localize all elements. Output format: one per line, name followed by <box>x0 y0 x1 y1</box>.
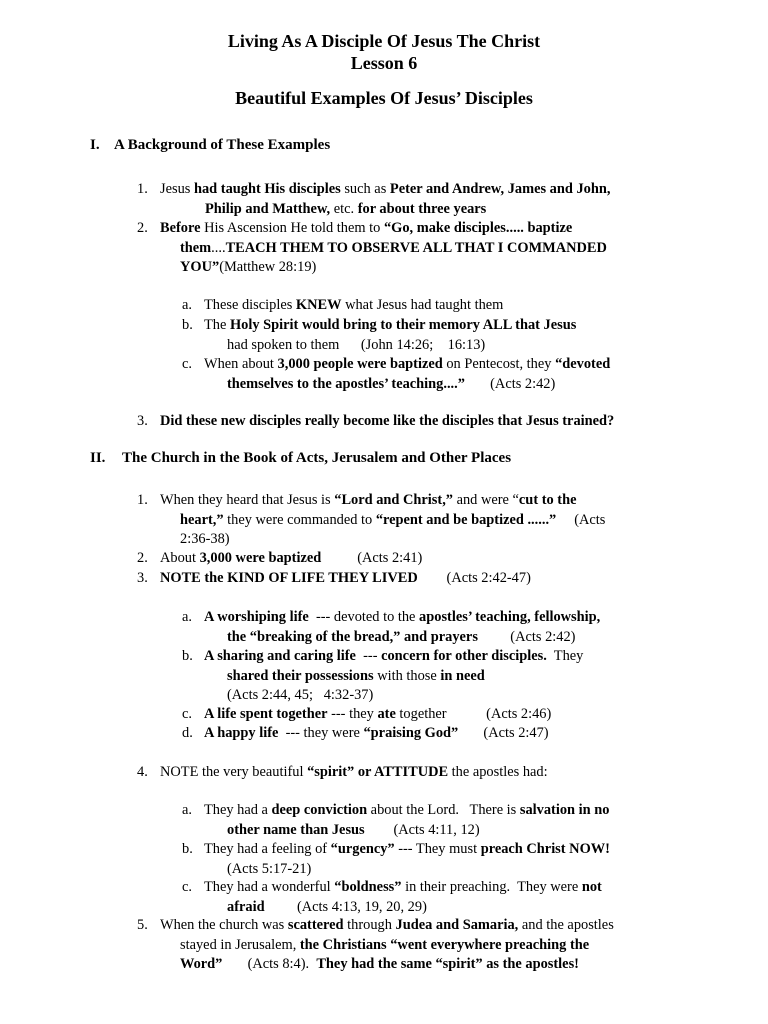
item-text-line <box>180 530 230 550</box>
bold-text: “urgency” <box>330 841 395 857</box>
item-number: 1. <box>137 492 148 508</box>
item-text-line <box>227 336 485 356</box>
text: --- they <box>327 706 378 722</box>
item-text-line <box>180 936 589 956</box>
text: His Ascension He told them to <box>200 220 384 236</box>
text: When they heard that Jesus is <box>160 492 335 508</box>
item-number: d. <box>182 725 193 741</box>
bold-text: A happy life <box>204 725 279 741</box>
item-text-line <box>227 667 485 687</box>
text: About <box>160 550 200 566</box>
bold-text: “Lord and Christ,” <box>334 492 453 508</box>
item-number: 3. <box>137 413 148 429</box>
text: --- devoted to the <box>308 609 420 625</box>
item-text-line <box>227 860 311 880</box>
document-subtitle: Beautiful Examples Of Jesus’ Disciples <box>235 88 533 108</box>
item-text-line <box>204 878 602 898</box>
item-text-line <box>160 491 576 511</box>
item-text-line <box>180 955 579 975</box>
bold-text: Before <box>160 220 201 236</box>
item-number: 5. <box>137 917 148 933</box>
section-1-heading: A Background of These Examples <box>114 137 331 153</box>
bold-text: A life spent together <box>204 706 328 722</box>
bold-text: Peter and Andrew, James and John, <box>389 181 611 197</box>
bold-text: A worshiping life <box>204 609 309 625</box>
text: together (Acts 2:46) <box>395 706 552 722</box>
item-text-line <box>227 686 373 706</box>
item-text-line <box>204 608 600 628</box>
item-number: a. <box>182 297 192 313</box>
item-number: 3. <box>137 570 148 586</box>
text: through <box>343 917 396 933</box>
text: (Acts 8:4). <box>222 956 317 972</box>
item-text-line <box>227 898 427 918</box>
text: about the Lord. There is <box>367 802 520 818</box>
text: (Acts 2:44, 45; 4:32-37) <box>227 687 374 703</box>
text: (Acts 2:41) <box>321 550 423 566</box>
item-text-line <box>204 840 610 860</box>
item-text-line <box>160 569 531 589</box>
bold-text: “Go, make disciples..... baptize <box>383 220 573 236</box>
item-text-line <box>204 355 610 375</box>
bold-text: “boldness” <box>334 879 402 895</box>
item-number: 1. <box>137 181 148 197</box>
text: The <box>204 317 230 333</box>
text: These disciples <box>204 297 296 313</box>
text: .... <box>211 239 226 256</box>
item-text-line <box>180 239 607 259</box>
bold-text: themselves to the apostles’ teaching....” <box>227 375 465 392</box>
item-text-line <box>204 705 551 725</box>
bold-text: 3,000 people were baptized <box>277 356 443 372</box>
text: (Acts 2:42) <box>477 628 576 645</box>
text: stayed in Jerusalem, <box>180 936 300 953</box>
text: etc. <box>330 200 358 217</box>
bold-text: other name than Jesus <box>227 821 365 838</box>
bold-text: salvation in no <box>519 802 610 818</box>
bold-text: ate <box>377 706 396 722</box>
lesson-number: Lesson 6 <box>350 53 418 73</box>
item-text-line <box>160 763 548 783</box>
bold-text: A sharing and caring life <box>204 648 356 664</box>
item-text-line <box>205 200 486 220</box>
text: (Acts 4:11, 12) <box>364 821 480 838</box>
bold-text: YOU” <box>180 259 220 275</box>
bold-text: 3,000 were baptized <box>199 550 322 566</box>
text: (Acts 2:42-47) <box>417 570 531 586</box>
bold-text: them <box>180 239 212 256</box>
bold-text: shared their possessions <box>227 667 374 684</box>
item-text-line <box>160 219 572 239</box>
bold-text: heart,” <box>180 511 224 528</box>
bold-text: or ATTITUDE <box>357 764 449 780</box>
bold-text: in need <box>440 667 485 684</box>
item-text-line <box>160 916 614 936</box>
item-text-line <box>204 801 609 821</box>
bold-text: NOTE the KIND OF LIFE THEY LIVED <box>160 570 418 586</box>
bold-text: Judea and Samaria, <box>395 917 519 933</box>
bold-text: preach Christ NOW! <box>480 841 610 857</box>
item-text-line <box>204 647 583 667</box>
bold-text: Word” <box>180 956 223 972</box>
bold-text: had taught His disciples <box>193 181 341 197</box>
text: in their preaching. They were <box>401 879 582 895</box>
text: When the church was <box>160 917 288 933</box>
text: had spoken to them (John 14:26; 16:13) <box>227 336 486 353</box>
bold-text: the “breaking of the bread,” and prayers <box>227 628 478 645</box>
text: --- they were <box>278 725 364 741</box>
item-number: 2. <box>137 220 148 236</box>
text: (Acts 2:47) <box>458 725 549 741</box>
section-2-heading: The Church in the Book of Acts, Jerusalem and Other Places <box>122 450 512 466</box>
bold-text: “devoted <box>555 356 611 372</box>
text: (Acts 2:42) <box>464 375 556 392</box>
bold-text: scattered <box>287 917 344 933</box>
text: (Acts 4:13, 19, 20, 29) <box>264 898 427 915</box>
item-number: c. <box>182 706 192 722</box>
item-text-line <box>204 296 503 316</box>
text: (Acts 5:17-21) <box>227 860 312 877</box>
text: --- <box>355 648 382 664</box>
text: on Pentecost, they <box>442 356 556 372</box>
text: They had a <box>204 802 272 818</box>
bold-text: “spirit” <box>307 764 355 780</box>
text: they were commanded to <box>223 511 376 528</box>
text: When about <box>204 356 278 372</box>
item-text-line <box>180 511 605 531</box>
bold-text: Philip and Matthew, <box>205 200 331 217</box>
bold-text: They had the same “spirit” as the apostles! <box>316 956 579 972</box>
item-number: b. <box>182 648 193 664</box>
item-text-line <box>227 821 480 841</box>
text: They had a feeling of <box>204 841 331 857</box>
item-text-line <box>204 724 549 744</box>
item-number: 2. <box>137 550 148 566</box>
text: (Matthew 28:19) <box>219 259 317 275</box>
bold-text: apostles’ teaching, fellowship, <box>419 609 601 625</box>
text: and were “ <box>453 492 519 508</box>
item-number: c. <box>182 879 192 895</box>
section-2-number: II. <box>90 450 106 466</box>
text: with those <box>373 667 441 684</box>
bold-text: TEACH THEM TO OBSERVE ALL THAT I COMMANDED <box>225 239 607 256</box>
bold-text: concern for other disciples. <box>381 648 547 664</box>
item-number: a. <box>182 802 192 818</box>
item-number: c. <box>182 356 192 372</box>
text: (Acts <box>556 511 606 528</box>
text: --- They must <box>394 841 481 857</box>
item-number: 4. <box>137 764 148 780</box>
bold-text: deep conviction <box>271 802 368 818</box>
item-text-line <box>160 180 610 200</box>
item-text-line <box>160 549 422 569</box>
bold-text: for about three years <box>357 200 487 217</box>
text: Jesus <box>160 181 194 197</box>
text: They had a wonderful <box>204 879 335 895</box>
text: the apostles had: <box>448 764 548 780</box>
item-text-line <box>227 628 575 648</box>
item-number: b. <box>182 841 193 857</box>
text: 2:36-38) <box>180 531 230 547</box>
text: and the apostles <box>518 917 614 933</box>
section-1-number: I. <box>90 137 100 153</box>
item-number: a. <box>182 609 192 625</box>
item-text-line <box>227 375 555 395</box>
bold-text: “praising God” <box>363 725 459 741</box>
bold-text: not <box>581 879 602 895</box>
bold-text: afraid <box>227 898 265 915</box>
text: such as <box>340 181 390 197</box>
item-text-line <box>180 258 316 278</box>
item-text-line <box>204 316 576 336</box>
bold-text: the Christians “went everywhere preaching the <box>299 936 590 953</box>
text: They <box>546 648 584 664</box>
item-number: b. <box>182 317 193 333</box>
bold-text: Did these new disciples really become like the disciples that Jesus trained? <box>160 413 615 429</box>
text: NOTE the very beautiful <box>160 764 308 780</box>
text: what Jesus had taught them <box>341 297 504 313</box>
item-text-line <box>160 412 614 432</box>
document-title: Living As A Disciple Of Jesus The Christ <box>227 31 541 51</box>
bold-text: Holy Spirit would bring to their memory ALL that Jesus <box>229 317 577 333</box>
bold-text: KNEW <box>295 297 342 313</box>
bold-text: cut to the <box>518 492 577 508</box>
bold-text: “repent and be baptized ......” <box>375 511 557 528</box>
